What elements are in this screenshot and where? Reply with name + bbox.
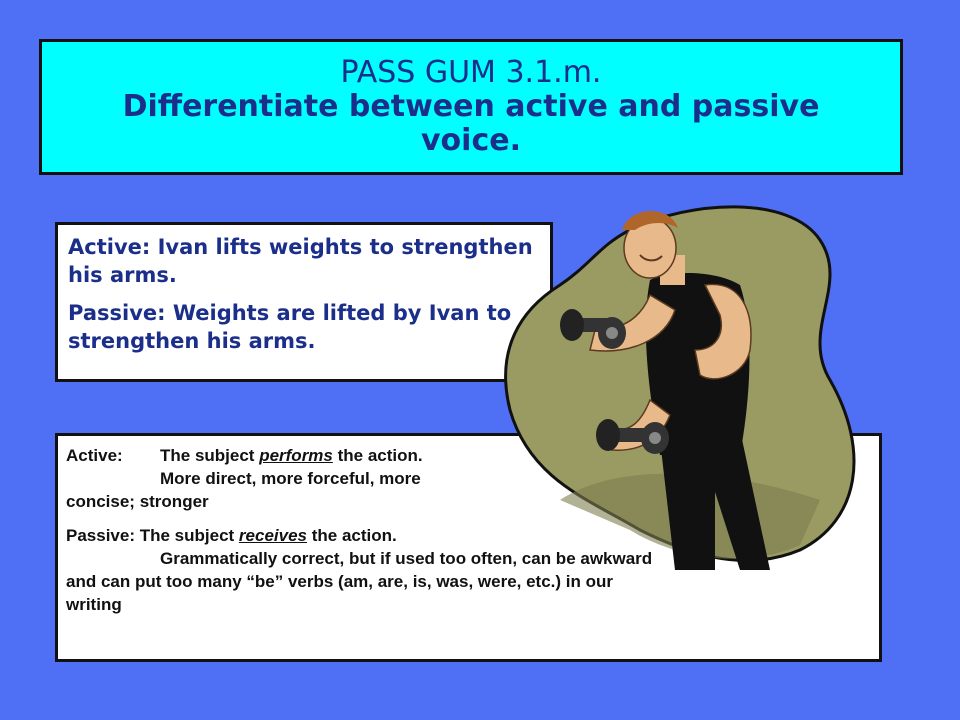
passive-detail-2: and can put too many “be” verbs (am, are, is, was, were, etc.) in our <box>66 572 613 591</box>
active-detail-2: concise; stronger <box>66 492 209 511</box>
passive-post: the action. <box>307 526 397 545</box>
examples-box <box>55 222 553 382</box>
title-objective: Differentiate between active and passive voice. <box>122 89 820 158</box>
passive-emphasis: receives <box>238 526 307 545</box>
active-pre: The subject <box>160 446 260 465</box>
active-example: Active: Ivan lifts weights to strengthen his arms. <box>68 235 533 287</box>
title-box <box>39 39 903 175</box>
active-post: the action. <box>332 446 423 465</box>
active-emphasis: performs <box>259 446 333 465</box>
passive-detail-3: writing <box>66 595 122 614</box>
passive-label: Passive: <box>66 526 135 545</box>
weightlifter-clipart <box>500 200 880 570</box>
passive-detail-1: Grammatically correct, but if used too often, can be awkward <box>160 549 653 568</box>
title-code: PASS GUM 3.1.m. <box>340 55 602 90</box>
passive-example: Passive: Weights are lifted by Ivan to strengthen his arms. <box>68 301 512 353</box>
active-label: Active: <box>66 446 123 465</box>
active-detail-1: More direct, more forceful, more <box>160 469 421 488</box>
passive-pre: The subject <box>135 526 239 545</box>
